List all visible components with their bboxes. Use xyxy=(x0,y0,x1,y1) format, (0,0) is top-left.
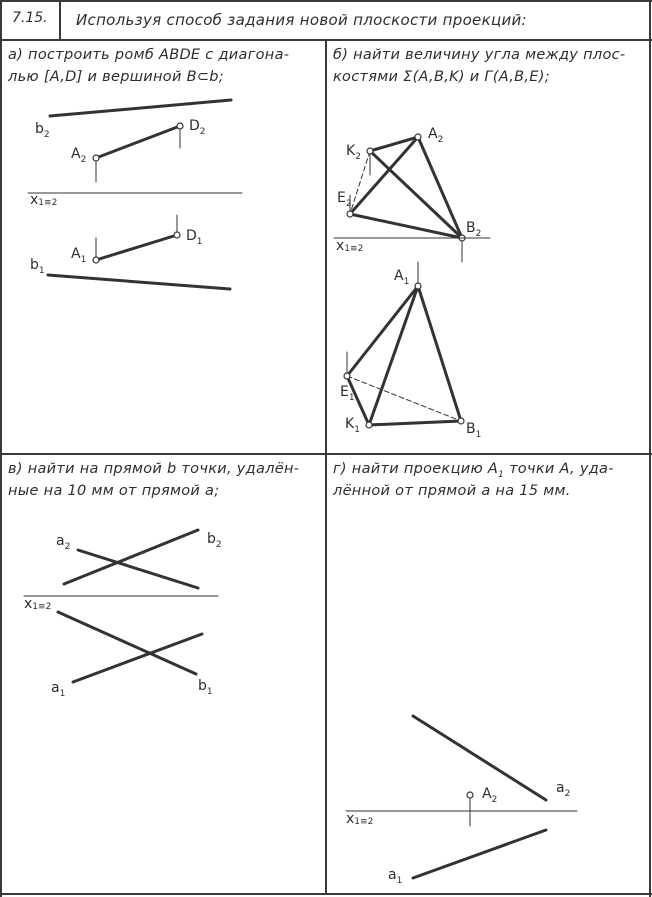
task-b-line1: б) найти величину угла между плос- xyxy=(333,47,626,63)
label-D2: $D_2$ xyxy=(189,118,206,137)
segment-K2B2 xyxy=(370,151,462,238)
label-x12-c: x1≡2 xyxy=(24,596,52,612)
label-x12-a: x1≡2 xyxy=(30,192,58,208)
problem-number: 7.15. xyxy=(12,10,48,26)
point-A2-d xyxy=(467,792,473,798)
task-c-line1: в) найти на прямой b точки, удалён- xyxy=(8,461,300,477)
task-d-line1-post: точки A, уда- xyxy=(504,461,614,477)
task-c-line2: ные на 10 мм от прямой a; xyxy=(8,483,220,499)
label-b2: $b_2$ xyxy=(35,121,50,140)
segment-A1E1 xyxy=(347,286,418,376)
label-A1: $A_1$ xyxy=(71,246,87,265)
point-D2 xyxy=(177,123,183,129)
segment-E2B2 xyxy=(350,214,462,238)
point-A1 xyxy=(93,257,99,263)
segment-E2A2 xyxy=(350,137,418,214)
line-b1 xyxy=(48,275,230,289)
point-A1b xyxy=(415,283,421,289)
segment-A2D2 xyxy=(96,126,180,158)
line-a2-d xyxy=(413,716,546,800)
point-D1 xyxy=(174,232,180,238)
point-A2b xyxy=(415,134,421,140)
label-A2-d: $A_2$ xyxy=(482,786,498,805)
label-B2: $B_2$ xyxy=(466,220,482,239)
line-a1-d xyxy=(413,830,546,878)
segment-A1B1 xyxy=(418,286,461,421)
point-K2 xyxy=(367,148,373,154)
label-b1-c: $b_1$ xyxy=(198,678,213,697)
task-d-line2: лённой от прямой a на 15 мм. xyxy=(333,483,571,499)
label-a2-d: $a_2$ xyxy=(556,780,571,799)
point-A2 xyxy=(93,155,99,161)
task-a-line1: а) построить ромб ABDE с диагона- xyxy=(8,47,290,63)
label-K1: $K_1$ xyxy=(345,416,360,435)
line-b2 xyxy=(50,100,231,116)
panel-d-drawing xyxy=(346,716,577,878)
label-A1-b: $A_1$ xyxy=(394,268,410,287)
segment-A2B2 xyxy=(418,137,462,238)
label-a1-d: $a_1$ xyxy=(388,867,403,886)
line-a1 xyxy=(73,634,202,682)
label-a2: $a_2$ xyxy=(56,533,71,552)
label-D1: $D_1$ xyxy=(186,228,203,247)
task-a-line2: лью [A,D] и вершиной B⊂b; xyxy=(8,69,224,85)
panel-c-drawing xyxy=(24,530,218,682)
label-b2-c: $b_2$ xyxy=(207,531,222,550)
point-E1 xyxy=(344,373,350,379)
problem-title: Используя способ задания новой плоскости проекций: xyxy=(76,11,527,29)
segment-K1B1 xyxy=(369,421,461,425)
label-K2: $K_2$ xyxy=(346,143,361,162)
label-A2-b: $A_2$ xyxy=(428,126,444,145)
panel-a-drawing xyxy=(28,100,242,289)
label-E2: $E_2$ xyxy=(337,190,352,209)
label-A2: $A_2$ xyxy=(71,146,87,165)
label-a1: $a_1$ xyxy=(51,680,66,699)
label-E1: $E_1$ xyxy=(340,384,355,403)
point-E2 xyxy=(347,211,353,217)
task-b-line2: костями Σ(A,B,K) и Γ(A,B,E); xyxy=(333,69,550,85)
task-d-line1-pre: г) найти проекцию A xyxy=(333,461,499,477)
task-d-line1-sub: 1 xyxy=(498,469,505,480)
point-K1 xyxy=(366,422,372,428)
label-B1: $B_1$ xyxy=(466,421,482,440)
segment-A1D1 xyxy=(96,235,177,260)
segment-A1K1 xyxy=(369,286,418,425)
line-b2-c xyxy=(64,530,198,584)
label-x12-d: x1≡2 xyxy=(346,811,374,827)
label-x12-b: x1≡2 xyxy=(336,238,364,254)
point-B1 xyxy=(458,418,464,424)
panel-b-drawing xyxy=(334,134,490,428)
panel-b-labels xyxy=(336,126,481,440)
label-b1: $b_1$ xyxy=(30,257,45,276)
